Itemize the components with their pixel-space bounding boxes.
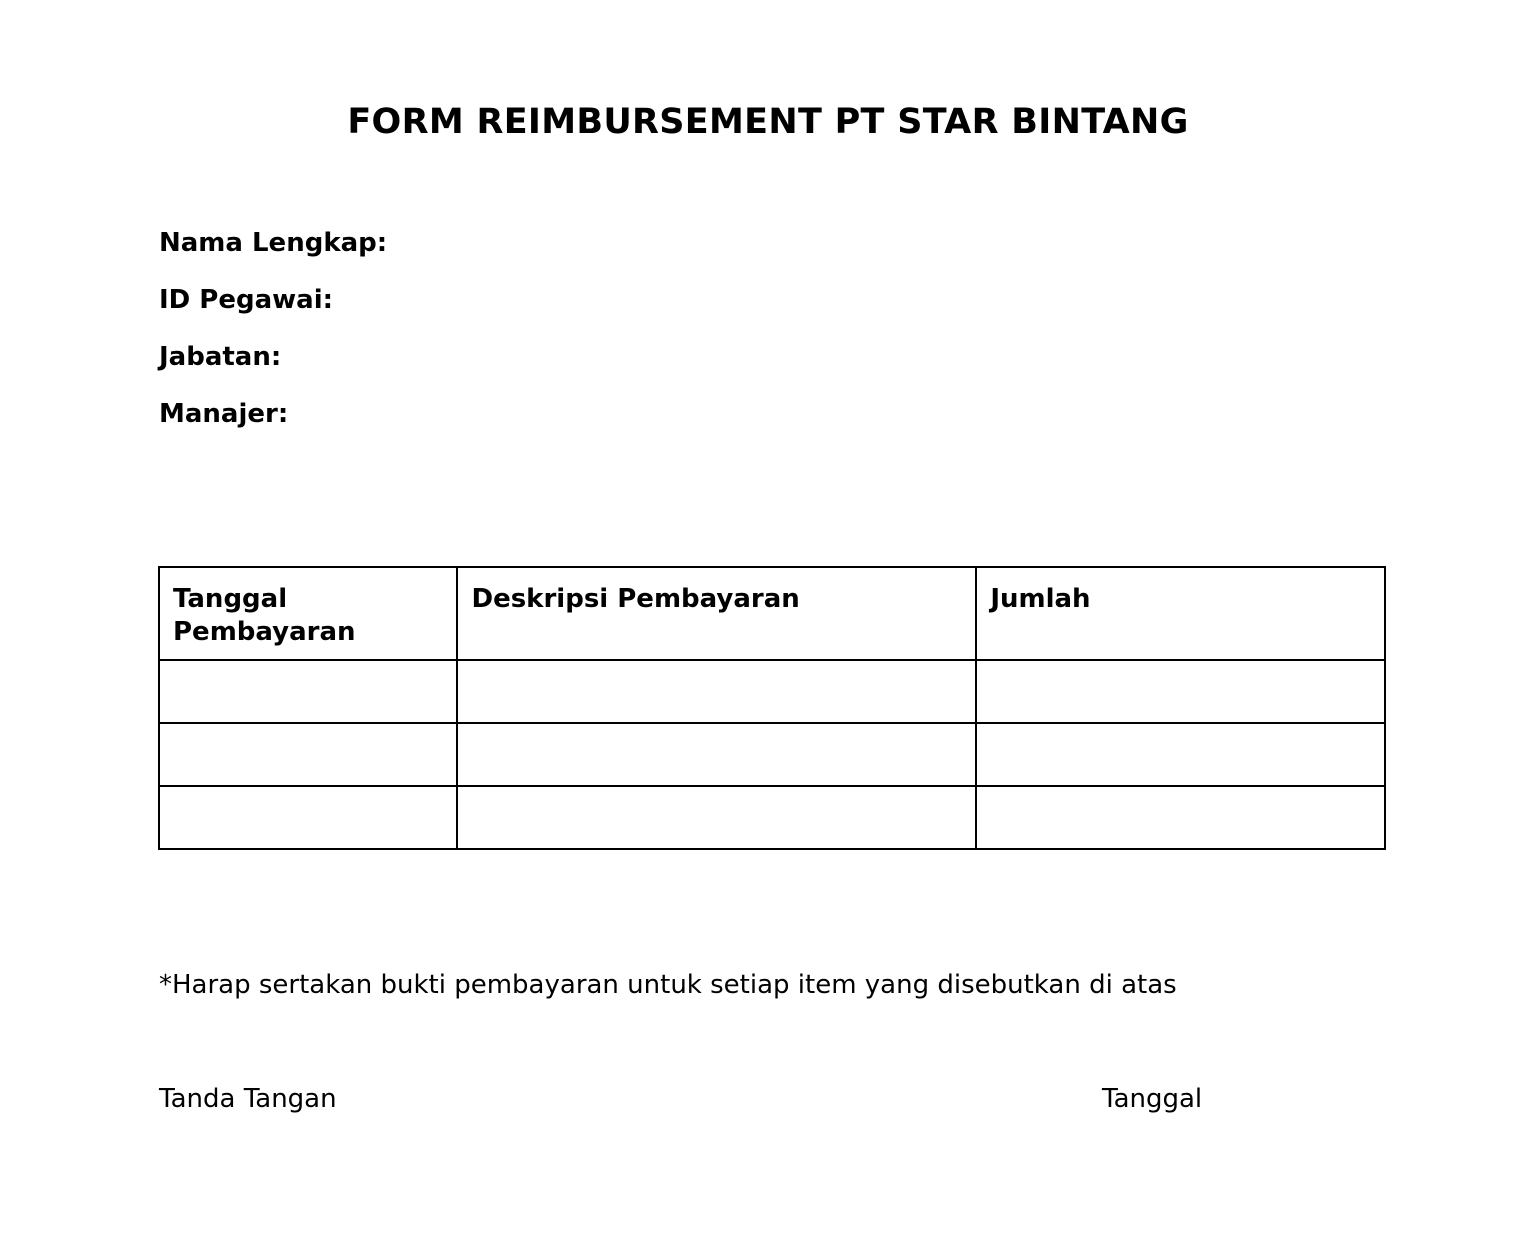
cell-amount[interactable] (976, 660, 1385, 723)
form-title: FORM REIMBURSEMENT PT STAR BINTANG (347, 102, 1189, 142)
cell-payment-description[interactable] (457, 660, 976, 723)
header-payment-description: Deskripsi Pembayaran (457, 567, 976, 660)
position-label: Jabatan: (159, 342, 282, 372)
header-amount: Jumlah (976, 567, 1385, 660)
table-header-row (159, 567, 1385, 660)
cell-amount[interactable] (976, 786, 1385, 849)
header-payment-date: Tanggal Pembayaran (159, 567, 457, 660)
cell-payment-description[interactable] (457, 723, 976, 786)
cell-amount[interactable] (976, 723, 1385, 786)
reimbursement-table (158, 566, 1386, 850)
manager-label: Manajer: (159, 399, 289, 429)
table-row (159, 723, 1385, 786)
signature-label: Tanda Tangan (159, 1084, 337, 1114)
table-row (159, 660, 1385, 723)
employee-id-label: ID Pegawai: (159, 285, 334, 315)
cell-payment-description[interactable] (457, 786, 976, 849)
receipt-note: *Harap sertakan bukti pembayaran untuk setiap item yang disebutkan di atas (159, 970, 1177, 1000)
full-name-label: Nama Lengkap: (159, 228, 388, 258)
cell-payment-date[interactable] (159, 786, 457, 849)
cell-payment-date[interactable] (159, 660, 457, 723)
table-row (159, 786, 1385, 849)
cell-payment-date[interactable] (159, 723, 457, 786)
date-label: Tanggal (1102, 1084, 1203, 1114)
employee-info-fields (159, 224, 387, 452)
